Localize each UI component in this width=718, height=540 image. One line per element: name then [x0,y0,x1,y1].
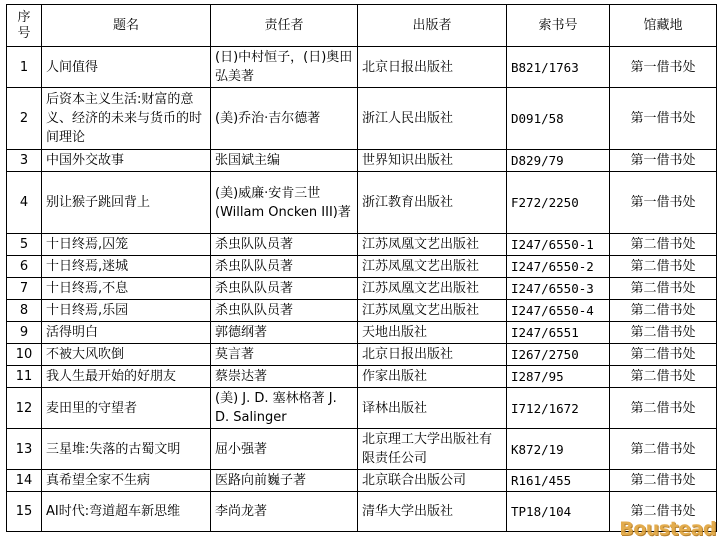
library-location: 第二借书处 [610,429,717,470]
table-row [7,492,717,532]
book-title: 我人生最开始的好朋友 [42,366,211,388]
book-publisher: 世界知识出版社 [358,150,507,172]
book-publisher: 江苏凤凰文艺出版社 [358,278,507,300]
library-location: 第二借书处 [610,366,717,388]
call-number: TP18/104 [507,492,610,532]
table-row [7,88,717,150]
book-title: AI时代:弯道超车新思维 [42,492,211,532]
row-number: 4 [7,172,42,234]
row-number: 1 [7,47,42,88]
header-no-text: 序 号 [17,9,31,41]
book-author: 屈小强著 [211,429,358,470]
header-call-number: 索书号 [507,5,610,47]
library-location: 第一借书处 [610,47,717,88]
table-row [7,150,717,172]
book-title: 别让猴子跳回背上 [42,172,211,234]
call-number: D091/58 [507,88,610,150]
book-author: 杀虫队队员著 [211,256,358,278]
library-location: 第二借书处 [610,344,717,366]
library-location: 第二借书处 [610,388,717,429]
call-number: D829/79 [507,150,610,172]
row-number: 6 [7,256,42,278]
call-number: B821/1763 [507,47,610,88]
book-publisher: 北京理工大学出版社有限责任公司 [358,429,507,470]
call-number: I247/6550-2 [507,256,610,278]
table-row [7,344,717,366]
book-author: (美)威廉·安肯三世(Willam Oncken III)著 [211,172,358,234]
book-author: 蔡崇达著 [211,366,358,388]
book-publisher: 译林出版社 [358,388,507,429]
library-location: 第二借书处 [610,300,717,322]
book-author: 医路向前巍子著 [211,470,358,492]
library-location: 第二借书处 [610,278,717,300]
row-number: 14 [7,470,42,492]
book-title: 不被大风吹倒 [42,344,211,366]
library-location: 第二借书处 [610,470,717,492]
table-row [7,256,717,278]
library-location: 第一借书处 [610,88,717,150]
watermark-logo: Boustead [619,518,716,540]
row-number: 3 [7,150,42,172]
table-row [7,366,717,388]
call-number: K872/19 [507,429,610,470]
library-location: 第一借书处 [610,172,717,234]
book-publisher: 北京日报出版社 [358,47,507,88]
book-author: 杀虫队队员著 [211,234,358,256]
call-number: I267/2750 [507,344,610,366]
row-number: 8 [7,300,42,322]
book-author: 张国斌主编 [211,150,358,172]
book-catalog-table [6,4,717,532]
table-row [7,278,717,300]
table-row [7,470,717,492]
header-publisher: 出版者 [358,5,507,47]
book-publisher: 江苏凤凰文艺出版社 [358,300,507,322]
row-number: 12 [7,388,42,429]
catalog-body [7,47,717,532]
header-author: 责任者 [211,5,358,47]
library-location: 第二借书处 [610,492,717,532]
book-publisher: 清华大学出版社 [358,492,507,532]
book-title: 后资本主义生活:财富的意义、经济的未来与货币的时间理论 [42,88,211,150]
book-author: 杀虫队队员著 [211,300,358,322]
book-author: 李尚龙著 [211,492,358,532]
book-title: 活得明白 [42,322,211,344]
book-title: 十日终焉,迷城 [42,256,211,278]
call-number: F272/2250 [507,172,610,234]
table-row [7,47,717,88]
call-number: I712/1672 [507,388,610,429]
row-number: 13 [7,429,42,470]
book-title: 中国外交故事 [42,150,211,172]
header-title: 题名 [42,5,211,47]
row-number: 9 [7,322,42,344]
table-row [7,300,717,322]
book-title: 十日终焉,不息 [42,278,211,300]
book-publisher: 江苏凤凰文艺出版社 [358,256,507,278]
library-location: 第二借书处 [610,322,717,344]
header-row [7,5,717,47]
library-location: 第二借书处 [610,234,717,256]
row-number: 11 [7,366,42,388]
row-number: 7 [7,278,42,300]
book-title: 十日终焉,乐园 [42,300,211,322]
table-row [7,388,717,429]
row-number: 2 [7,88,42,150]
row-number: 15 [7,492,42,532]
book-publisher: 作家出版社 [358,366,507,388]
book-title: 十日终焉,囚笼 [42,234,211,256]
row-number: 10 [7,344,42,366]
book-publisher: 天地出版社 [358,322,507,344]
book-title: 三星堆:失落的古蜀文明 [42,429,211,470]
book-author: (美)乔治·吉尔德著 [211,88,358,150]
book-publisher: 北京日报出版社 [358,344,507,366]
book-title: 人间值得 [42,47,211,88]
book-author: (日)中村恒子，(日)奥田弘美著 [211,47,358,88]
table-row [7,429,717,470]
header-location: 馆藏地 [610,5,717,47]
book-author: 莫言著 [211,344,358,366]
book-publisher: 浙江人民出版社 [358,88,507,150]
book-publisher: 浙江教育出版社 [358,172,507,234]
call-number: I247/6551 [507,322,610,344]
book-publisher: 江苏凤凰文艺出版社 [358,234,507,256]
book-author: (美) J. D. 塞林格著 J. D. Salinger [211,388,358,429]
book-author: 郭德纲著 [211,322,358,344]
call-number: I247/6550-1 [507,234,610,256]
table-row [7,172,717,234]
book-author: 杀虫队队员著 [211,278,358,300]
book-title: 真希望全家不生病 [42,470,211,492]
table-row [7,322,717,344]
book-title: 麦田里的守望者 [42,388,211,429]
row-number: 5 [7,234,42,256]
header-no [7,5,42,47]
call-number: I247/6550-4 [507,300,610,322]
book-publisher: 北京联合出版公司 [358,470,507,492]
call-number: I287/95 [507,366,610,388]
table-row [7,234,717,256]
call-number: I247/6550-3 [507,278,610,300]
library-location: 第一借书处 [610,150,717,172]
library-location: 第二借书处 [610,256,717,278]
call-number: R161/455 [507,470,610,492]
